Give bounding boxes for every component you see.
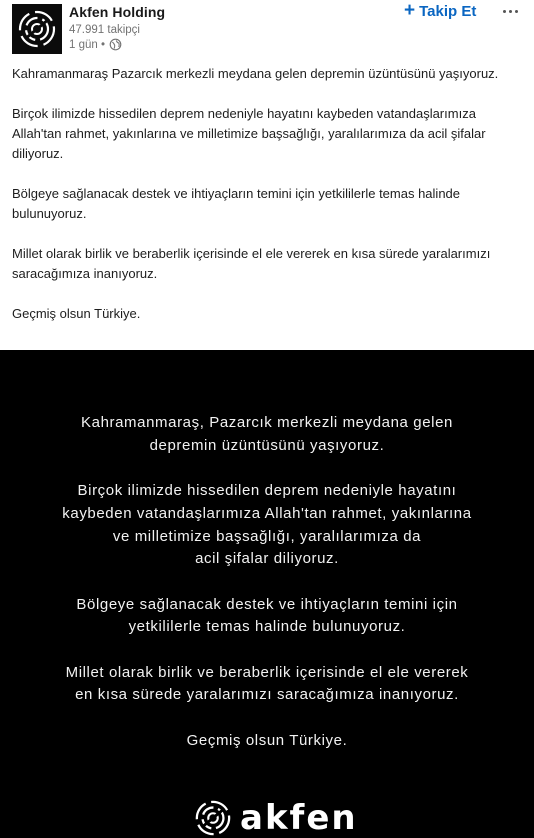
akfen-logo-icon: [194, 799, 232, 837]
post-meta: [69, 38, 122, 51]
follower-count: 47.991 takipçi: [69, 24, 140, 36]
follow-button[interactable]: [404, 1, 476, 21]
follow-label: Takip Et: [419, 2, 477, 20]
more-horizontal-icon: [503, 10, 506, 13]
image-message: [0, 412, 534, 775]
post-paragraph: Bölgeye sağlanacak destek ve ihtiyaçların temini için yetkililerle temas halinde bulunuyoruz.: [12, 186, 461, 221]
image-paragraph: Kahramanmaraş, Pazarcık merkezli meydana gelen depremin üzüntüsünü yaşıyoruz.: [81, 414, 453, 454]
image-paragraph: Geçmiş olsun Türkiye.: [186, 731, 348, 749]
post-body: [12, 64, 524, 344]
post-image[interactable]: [0, 350, 534, 838]
post-paragraph: Geçmiş olsun Türkiye.: [12, 306, 141, 321]
globe-icon: [109, 38, 122, 51]
post-header: [0, 0, 534, 60]
image-paragraph: Millet olarak birlik ve beraberlik içerisinde el ele vererek en kısa sürede yaralarımızı saracağımıza inanıyoruz.: [65, 663, 469, 704]
post-paragraph: Kahramanmaraş Pazarcık merkezli meydana gelen depremin üzüntüsünü yaşıyoruz.: [12, 66, 499, 81]
more-options-button[interactable]: [498, 2, 522, 20]
company-avatar[interactable]: [12, 4, 62, 54]
plus-icon: +: [404, 0, 416, 21]
post-paragraph: Birçok ilimizde hissedilen deprem nedeniyle hayatını kaybeden vatandaşlarımıza Allah'tan rahmet, yakınlarına ve milletimize başsağlığı, yaralılarımıza da acil şifalar diliyoruz.: [12, 106, 486, 161]
brand-wordmark: akfen: [240, 798, 358, 838]
company-name[interactable]: Akfen Holding: [69, 4, 166, 20]
image-paragraph: Birçok ilimizde hissedilen deprem nedeniyle hayatını kaybeden vatandaşlarımıza Allah'tan rahmet, yakınlarına ve milletimize başsağlığı, yaralılarımıza da acil şifalar diliyoruz.: [62, 482, 472, 568]
brand-logo: [194, 796, 358, 838]
post-time: 1 gün •: [69, 38, 105, 51]
akfen-logo-icon: [17, 9, 57, 49]
image-paragraph: Bölgeye sağlanacak destek ve ihtiyaçların temini için yetkililerle temas halinde bulunuyoruz.: [76, 595, 458, 636]
post-paragraph: Millet olarak birlik ve beraberlik içerisinde el ele vererek en kısa sürede yaralarımızı saracağımıza inanıyoruz.: [12, 246, 491, 281]
